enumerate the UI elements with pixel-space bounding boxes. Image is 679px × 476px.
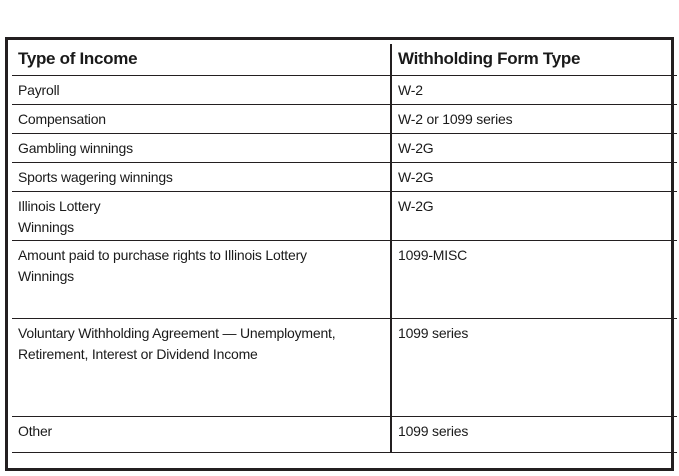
column-header-form-type: Withholding Form Type xyxy=(391,44,677,75)
income-type-cell: Illinois Lottery Winnings xyxy=(12,191,391,240)
income-type-cell: Sports wagering winnings xyxy=(12,162,391,191)
table-row xyxy=(12,104,677,133)
table-row xyxy=(12,191,677,240)
income-type-cell: Other xyxy=(12,416,391,452)
withholding-table-frame xyxy=(5,37,674,471)
income-type-cell: Compensation xyxy=(12,104,391,133)
column-header-income-type: Type of Income xyxy=(12,44,391,75)
form-type-cell: W-2 xyxy=(391,75,677,104)
form-type-cell: W-2G xyxy=(391,133,677,162)
form-type-cell: W-2G xyxy=(391,162,677,191)
form-type-cell: 1099-MISC xyxy=(391,240,677,318)
form-type-cell: W-2G xyxy=(391,191,677,240)
table-row xyxy=(12,240,677,318)
table-footer-cell xyxy=(12,452,677,470)
income-type-cell: Amount paid to purchase rights to Illinois Lottery Winnings xyxy=(12,240,391,318)
form-type-cell: 1099 series xyxy=(391,318,677,416)
table-row xyxy=(12,133,677,162)
form-type-cell: W-2 or 1099 series xyxy=(391,104,677,133)
income-type-cell: Voluntary Withholding Agreement — Unemployment, Retirement, Interest or Dividend Income xyxy=(12,318,391,416)
income-type-cell: Payroll xyxy=(12,75,391,104)
table-row xyxy=(12,75,677,104)
table-header-row xyxy=(12,44,677,75)
table-row xyxy=(12,162,677,191)
withholding-form-table xyxy=(12,44,677,470)
table-row xyxy=(12,318,677,416)
table-footer-row xyxy=(12,452,677,470)
form-type-cell: 1099 series xyxy=(391,416,677,452)
table-row xyxy=(12,416,677,452)
income-type-cell: Gambling winnings xyxy=(12,133,391,162)
